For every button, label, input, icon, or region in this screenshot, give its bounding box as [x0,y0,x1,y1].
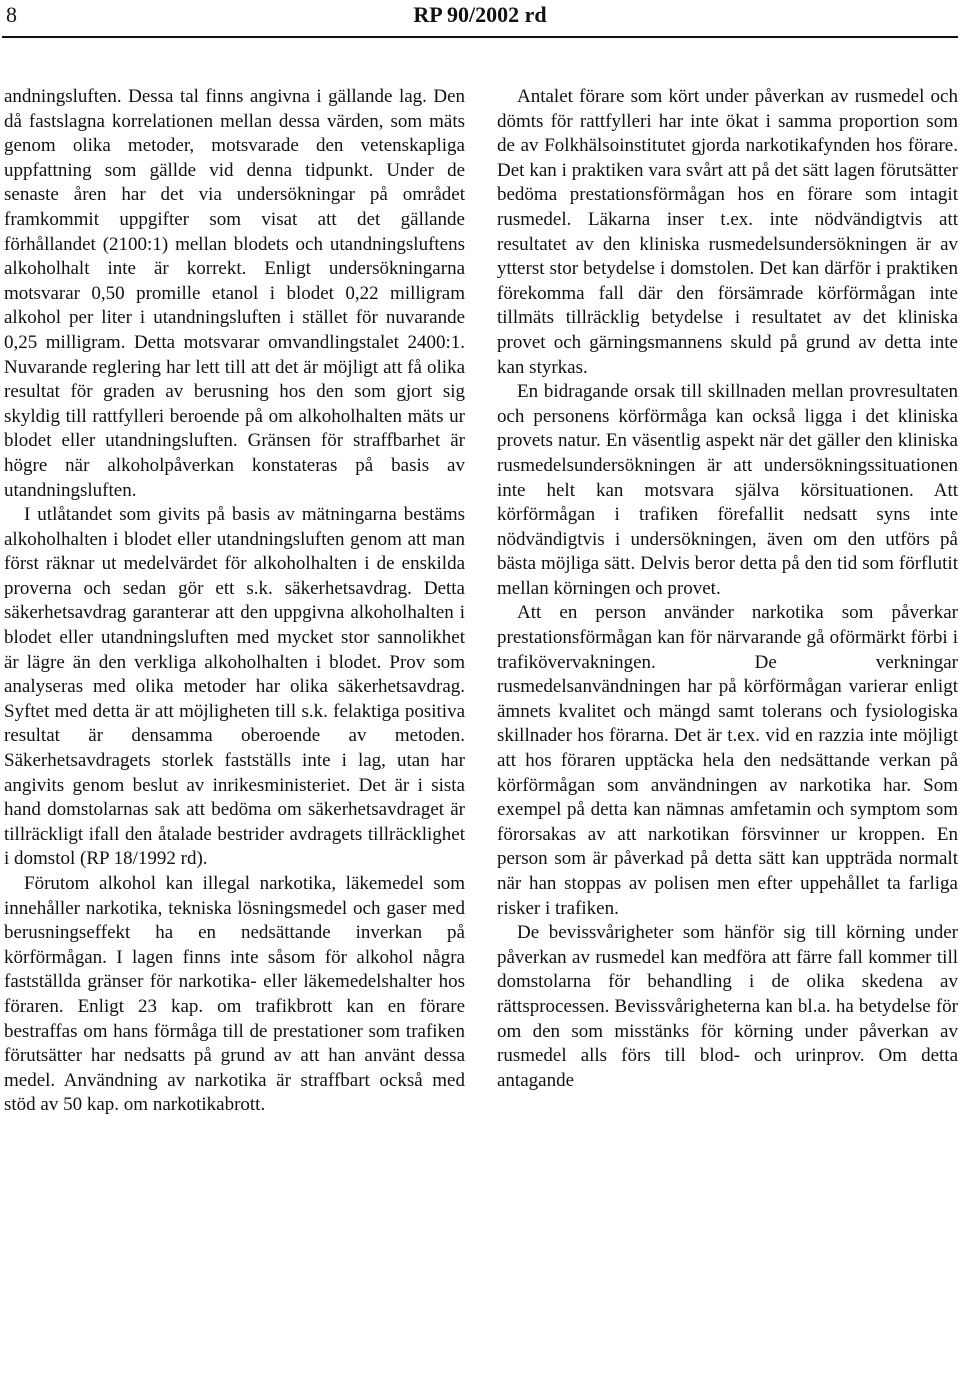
left-paragraph-2: I utlåtandet som givits på basis av mätningarna bestäms alkoholhalten i blodet eller utandningsluften genom att man först räknar ut medelvärdet för alkoholhalten i de enskilda proverna och sedan gör ett s.k. säkerhetsavdrag. Detta säkerhetsavdrag garanterar att den uppgivna alkoholhalten i blodet eller utandningsluften med mycket stor sannolikhet är lägre än den verkliga alkoholhalten i blodet. Prov som analyseras med olika metoder har olika säkerhetsavdrag. Syftet med detta är att möjligheten till s.k. felaktiga positiva resultat är densamma oberoende av metoden. Säkerhetsavdragets storlek fastställs inte i lag, utan har angivits genom beslut av inrikesministeriet. Det är i sista hand domstolarnas sak att bedöma om säkerhetsavdraget är tillräckligt ifall den åtalade bestrider avdragets tillräcklighet i domstol (RP 18/1992 rd). [4,504,465,870]
document-id: RP 90/2002 rd [413,2,547,27]
page-number: 8 [6,2,17,27]
right-paragraph-1: Antalet förare som kört under påverkan av rusmedel och dömts för rattfylleri har inte ökat i samma proportion som de av Folkhälsoinstitutet gjorda narkotikafynden hos förare. Det kan i praktiken vara svårt att på det sätt lagen förutsätter bedöma prestationsförmågan hos en förare som intagit rusmedel. Läkarna inser t.ex. inte nödvändigtvis att resultatet av den kliniska rusmedelsundersökningen är av ytterst stor betydelse i domstolen. Det kan därför i praktiken förekomma fall där den försämrade körförmågan inte tillmäts tillräcklig betydelse i resultatet av det kliniska provet och gärningsmannens skuld på grund av detta inte kan styrkas. [497,86,958,378]
right-column [497,85,958,1093]
left-column [4,85,465,1118]
right-paragraph-2: En bidragande orsak till skillnaden mellan provresultaten och personens körförmåga kan också ligga i det kliniska provets natur. En väsentlig aspekt när det gäller den kliniska rusmedelsundersökningen är att undersökningssituationen inte helt kan motsvara själva körsituationen. Att körförmågan i trafiken förefallit nedsatt syns inte nödvändigtvis i undersökningen, även om den utförs på bästa möjliga sätt. Delvis beror detta på den tid som förflutit mellan körningen och provet. [497,381,958,599]
right-paragraph-3: Att en person använder narkotika som påverkar prestationsförmågan kan för närvarande gå oförmärkt förbi i trafikövervakningen. De verkningar rusmedelsanvändningen har på körförmågan varierar enligt ämnets kvalitet och mängd samt tolerans och fysiologiska skillnader hos förarna. Det är t.ex. vid en razzia inte möjligt att hos föraren upptäcka hela den nedsättande verkan på körförmågan som användningen av narkotika har. Som exempel på detta kan nämnas amfetamin och symptom som förorsakas av att narkotikan försvinner ur kroppen. En person som är påverkad på detta sätt kan uppträda normalt när han stoppas av polisen men efter uppehållet ta farliga risker i trafiken. [497,602,958,919]
left-paragraph-1: andningsluften. Dessa tal finns angivna i gällande lag. Den då fastslagna korrelationen mellan dessa värden, som mäts genom olika metoder, motsvarade den vetenskapliga uppfattning som gällde vid denna tidpunkt. Under de senaste åren har det via undersökningar på området framkommit uppgifter som visat att det gällande förhållandet (2100:1) mellan blodets och utandningsluftens alkoholhalt inte är korrekt. Enligt undersökningarna motsvarar 0,50 promille etanol i blodet 0,22 milligram alkohol per liter i utandningsluften i stället för nuvarande 0,25 milligram. Detta motsvarar omvandlingstalet 2400:1. Nuvarande reglering har lett till att det är möjligt att få olika resultat för graden av berusning hos den som gjort sig skyldig till rattfylleri beroende på om alkoholhalten mäts ur blodet eller utandningsluften. Gränsen för straffbarhet är högre när alkoholpåverkan konstateras på basis av utandningsluften. [4,86,465,501]
header-rule [2,36,958,38]
left-paragraph-3: Förutom alkohol kan illegal narkotika, läkemedel som innehåller narkotika, tekniska lösningsmedel och gaser med berusningseffekt ha en nedsättande inverkan på körförmågan. I lagen finns inte såsom för alkohol några fastställda gränser för narkotika- eller läkemedelshalter hos föraren. Enligt 23 kap. om trafikbrott kan en förare bestraffas om hans förmåga till de prestationer som trafiken förutsätter har nedsatts på grund av att han använt dessa medel. Användning av narkotika är straffbart också med stöd av 50 kap. om narkotikabrott. [4,873,465,1116]
page-header [0,0,960,40]
right-paragraph-4: De bevissvårigheter som hänför sig till körning under påverkan av rusmedel kan medföra att färre fall kommer till domstolarna för behandling i de olika skedena av rättsprocessen. Bevissvårigheterna kan bl.a. ha betydelse för om den som misstänks för körning under påverkan av rusmedel alls förs till blod- och urinprov. Om detta antagande [497,922,958,1091]
